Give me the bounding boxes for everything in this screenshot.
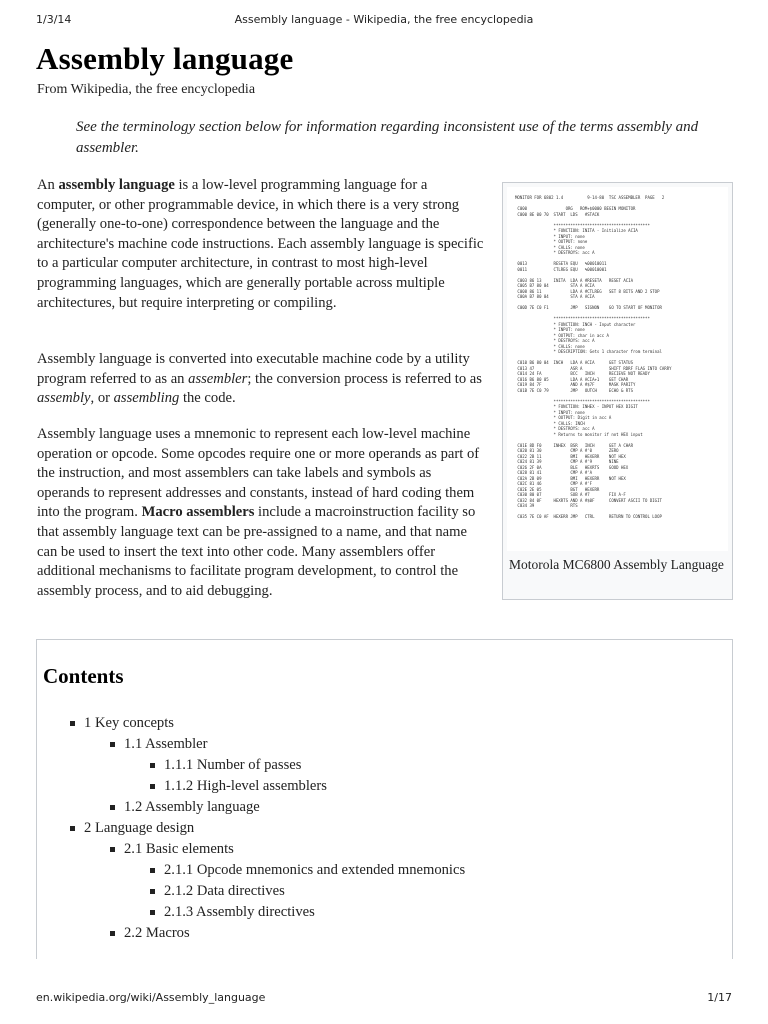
page-number: 1/17: [707, 991, 732, 1004]
toc-item[interactable]: [124, 797, 465, 818]
code-listing-text: MONITOR FOR 6802 1.4 9-14-80 TSC ASSEMBLER PAGE 2 C000 ORG ROM+$0000 BEGIN MONITOR C000 8E 00 70 START LDS #STACK **************************************** * FUNCTION: INITA - Initialize ACIA * INPUT: none * OUTPUT: none * CALLS: none * DESTROYS: acc A 0013 RESETA EQU %00010011 0011 CTLREG EQU %00010001 C003 86 13 INITA LDA A #RESETA RESET ACIA C005 B7 80 04 STA A ACIA C008 86 11 LDA A #CTLREG SET 8 BITS AND 2 STOP C00A B7 80 04 STA A ACIA C00D 7E C0 F1 JMP SIGNON GO TO START OF MONITOR **************************************** * FUNCTION: INCH - Input character * INPUT: none * OUTPUT: char in acc A * DESTROYS: acc A * CALLS: none * DESCRIPTION: Gets 1 character from terminal C010 B6 80 04 INCH LDA A ACIA GET STATUS C013 47 ASR A SHIFT RDRF FLAG INTO CARRY C014 24 FA BCC INCH RECIEVE NOT READY C016 B6 80 05 LDA A ACIA+1 GET CHAR C019 84 7F AND A #$7F MASK PARITY C01B 7E C0 79 JMP OUTCH ECHO & RTS **************************************** * FUNCTION: INHEX - INPUT HEX DIGIT * INPUT: none * OUTPUT: Digit in acc A * CALLS: INCH * DESTROYS: acc A * Returns to monitor if not HEX input C01E 8D F0 INHEX BSR INCH GET A CHAR C020 81 30 CMP A #'0 ZERO C022 2B 11 BMI HEXERR NOT HEX C024 81 39 CMP A #'9 NINE C026 2F 0A BLE HEXRTS GOOD HEX C028 81 41 CMP A #'A C02A 2B 09 BMI HEXERR NOT HEX C02C 81 46 CMP A #'F C02E 2E 05 BGT HEXERR C030 80 07 SUB A #7 FIX A-F C032 84 0F HEXRTS AND A #$0F CONVERT ASCII TO DIGIT C034 39 RTS C035 7E C0 AF HEXERR JMP CTRL RETURN TO CONTROL LOOP: [515, 195, 672, 519]
paragraph-text: is a low-level programming language for a computer, or other programmable device, in which there is a very strong (generally one-to-one) correspondence between the language and the architecture's machine code instructions. Each assembly language is specific to a particular computer architecture, in contrast to most high-level programming languages, which are generally portable across multiple architectures, but require interpreting or compiling.: [37, 177, 484, 311]
toc-title: Contents: [43, 664, 124, 688]
toc-item-label[interactable]: 1.2 Assembly language: [124, 799, 260, 815]
toc-item-label[interactable]: 2.1.2 Data directives: [164, 883, 285, 899]
figure-caption: Motorola MC6800 Assembly Language: [509, 557, 724, 572]
table-of-contents: [36, 639, 733, 959]
print-url: en.wikipedia.org/wiki/Assembly_language: [36, 991, 266, 1004]
paragraph-text: An: [37, 177, 59, 193]
assembly-link[interactable]: assembly: [616, 119, 672, 135]
print-date: 1/3/14: [36, 13, 72, 26]
toc-item-label[interactable]: 2.1.1 Opcode mnemonics and extended mnemonics: [164, 862, 466, 878]
toc-item[interactable]: [84, 818, 465, 944]
hatnote-text: .: [135, 140, 139, 156]
toc-item-label[interactable]: 2.1.3 Assembly directives: [164, 904, 315, 920]
term-italic: assembly: [37, 390, 91, 407]
paragraph-text: the code.: [179, 390, 236, 407]
paragraph-text: Assembly language uses a mnemonic to represent each low-level machine operation or opcode. Some opcodes require one or more operands as part of the instruction, and most assemblers can take labels and symbols as operands to represent addresses and constants, instead of hard coding them into the program.: [37, 426, 480, 521]
paragraph-text: Assembly language is converted into executable machine code by a utility program referred to as an: [37, 351, 470, 387]
toc-item[interactable]: [164, 755, 465, 776]
toc-item-label[interactable]: 1.1.1 Number of passes: [164, 757, 302, 773]
page-title: Assembly language: [36, 41, 294, 76]
toc-item[interactable]: [124, 734, 465, 797]
print-page-title: Assembly language - Wikipedia, the free encyclopedia: [234, 13, 534, 26]
term-italic: assembling: [113, 390, 180, 407]
toc-item[interactable]: [124, 839, 465, 923]
intro-paragraph-1: [37, 176, 484, 313]
print-footer: [36, 991, 732, 1007]
hatnote-text: and: [671, 119, 699, 135]
figure-thumbnail: [502, 182, 733, 600]
term-bold: Macro assemblers: [141, 504, 255, 521]
toc-item[interactable]: [164, 776, 465, 797]
toc-item[interactable]: [164, 860, 465, 881]
toc-item-label[interactable]: 2 Language design: [84, 820, 195, 836]
toc-list: [84, 713, 465, 944]
hatnote-text: See the terminology section below for information regarding inconsistent use of the terms: [76, 119, 617, 135]
assembler-link[interactable]: assembler: [76, 140, 136, 156]
paragraph-text: include a macroinstruction facility so that assembly language text can be pre-assigned to a name, and that name can be used to insert the text into other code. Many assemblers offer additional mechanisms to facilitate program development, to control the assembly process, and to aid debugging.: [37, 504, 476, 599]
code-listing-image[interactable]: [507, 187, 728, 551]
term-italic: assembler: [188, 370, 248, 387]
toc-item-label[interactable]: 1 Key concepts: [84, 715, 174, 731]
site-tagline: From Wikipedia, the free encyclopedia: [37, 82, 256, 97]
toc-item[interactable]: [124, 923, 465, 944]
toc-item[interactable]: [84, 713, 465, 818]
toc-item-label[interactable]: 1.1 Assembler: [124, 736, 208, 752]
toc-item-label[interactable]: 2.1 Basic elements: [124, 841, 234, 857]
intro-paragraph-2: [37, 350, 484, 409]
intro-paragraph-3: [37, 425, 484, 601]
toc-item[interactable]: [164, 902, 465, 923]
paragraph-text: , or: [90, 390, 114, 407]
toc-item-label[interactable]: 1.1.2 High-level assemblers: [164, 778, 327, 794]
toc-item-label[interactable]: 2.2 Macros: [124, 925, 190, 941]
toc-item[interactable]: [164, 881, 465, 902]
term-bold: assembly language: [58, 177, 175, 193]
paragraph-text: ; the conversion process is referred to as: [247, 370, 482, 387]
hatnote: [76, 117, 748, 159]
print-header: [36, 13, 732, 29]
